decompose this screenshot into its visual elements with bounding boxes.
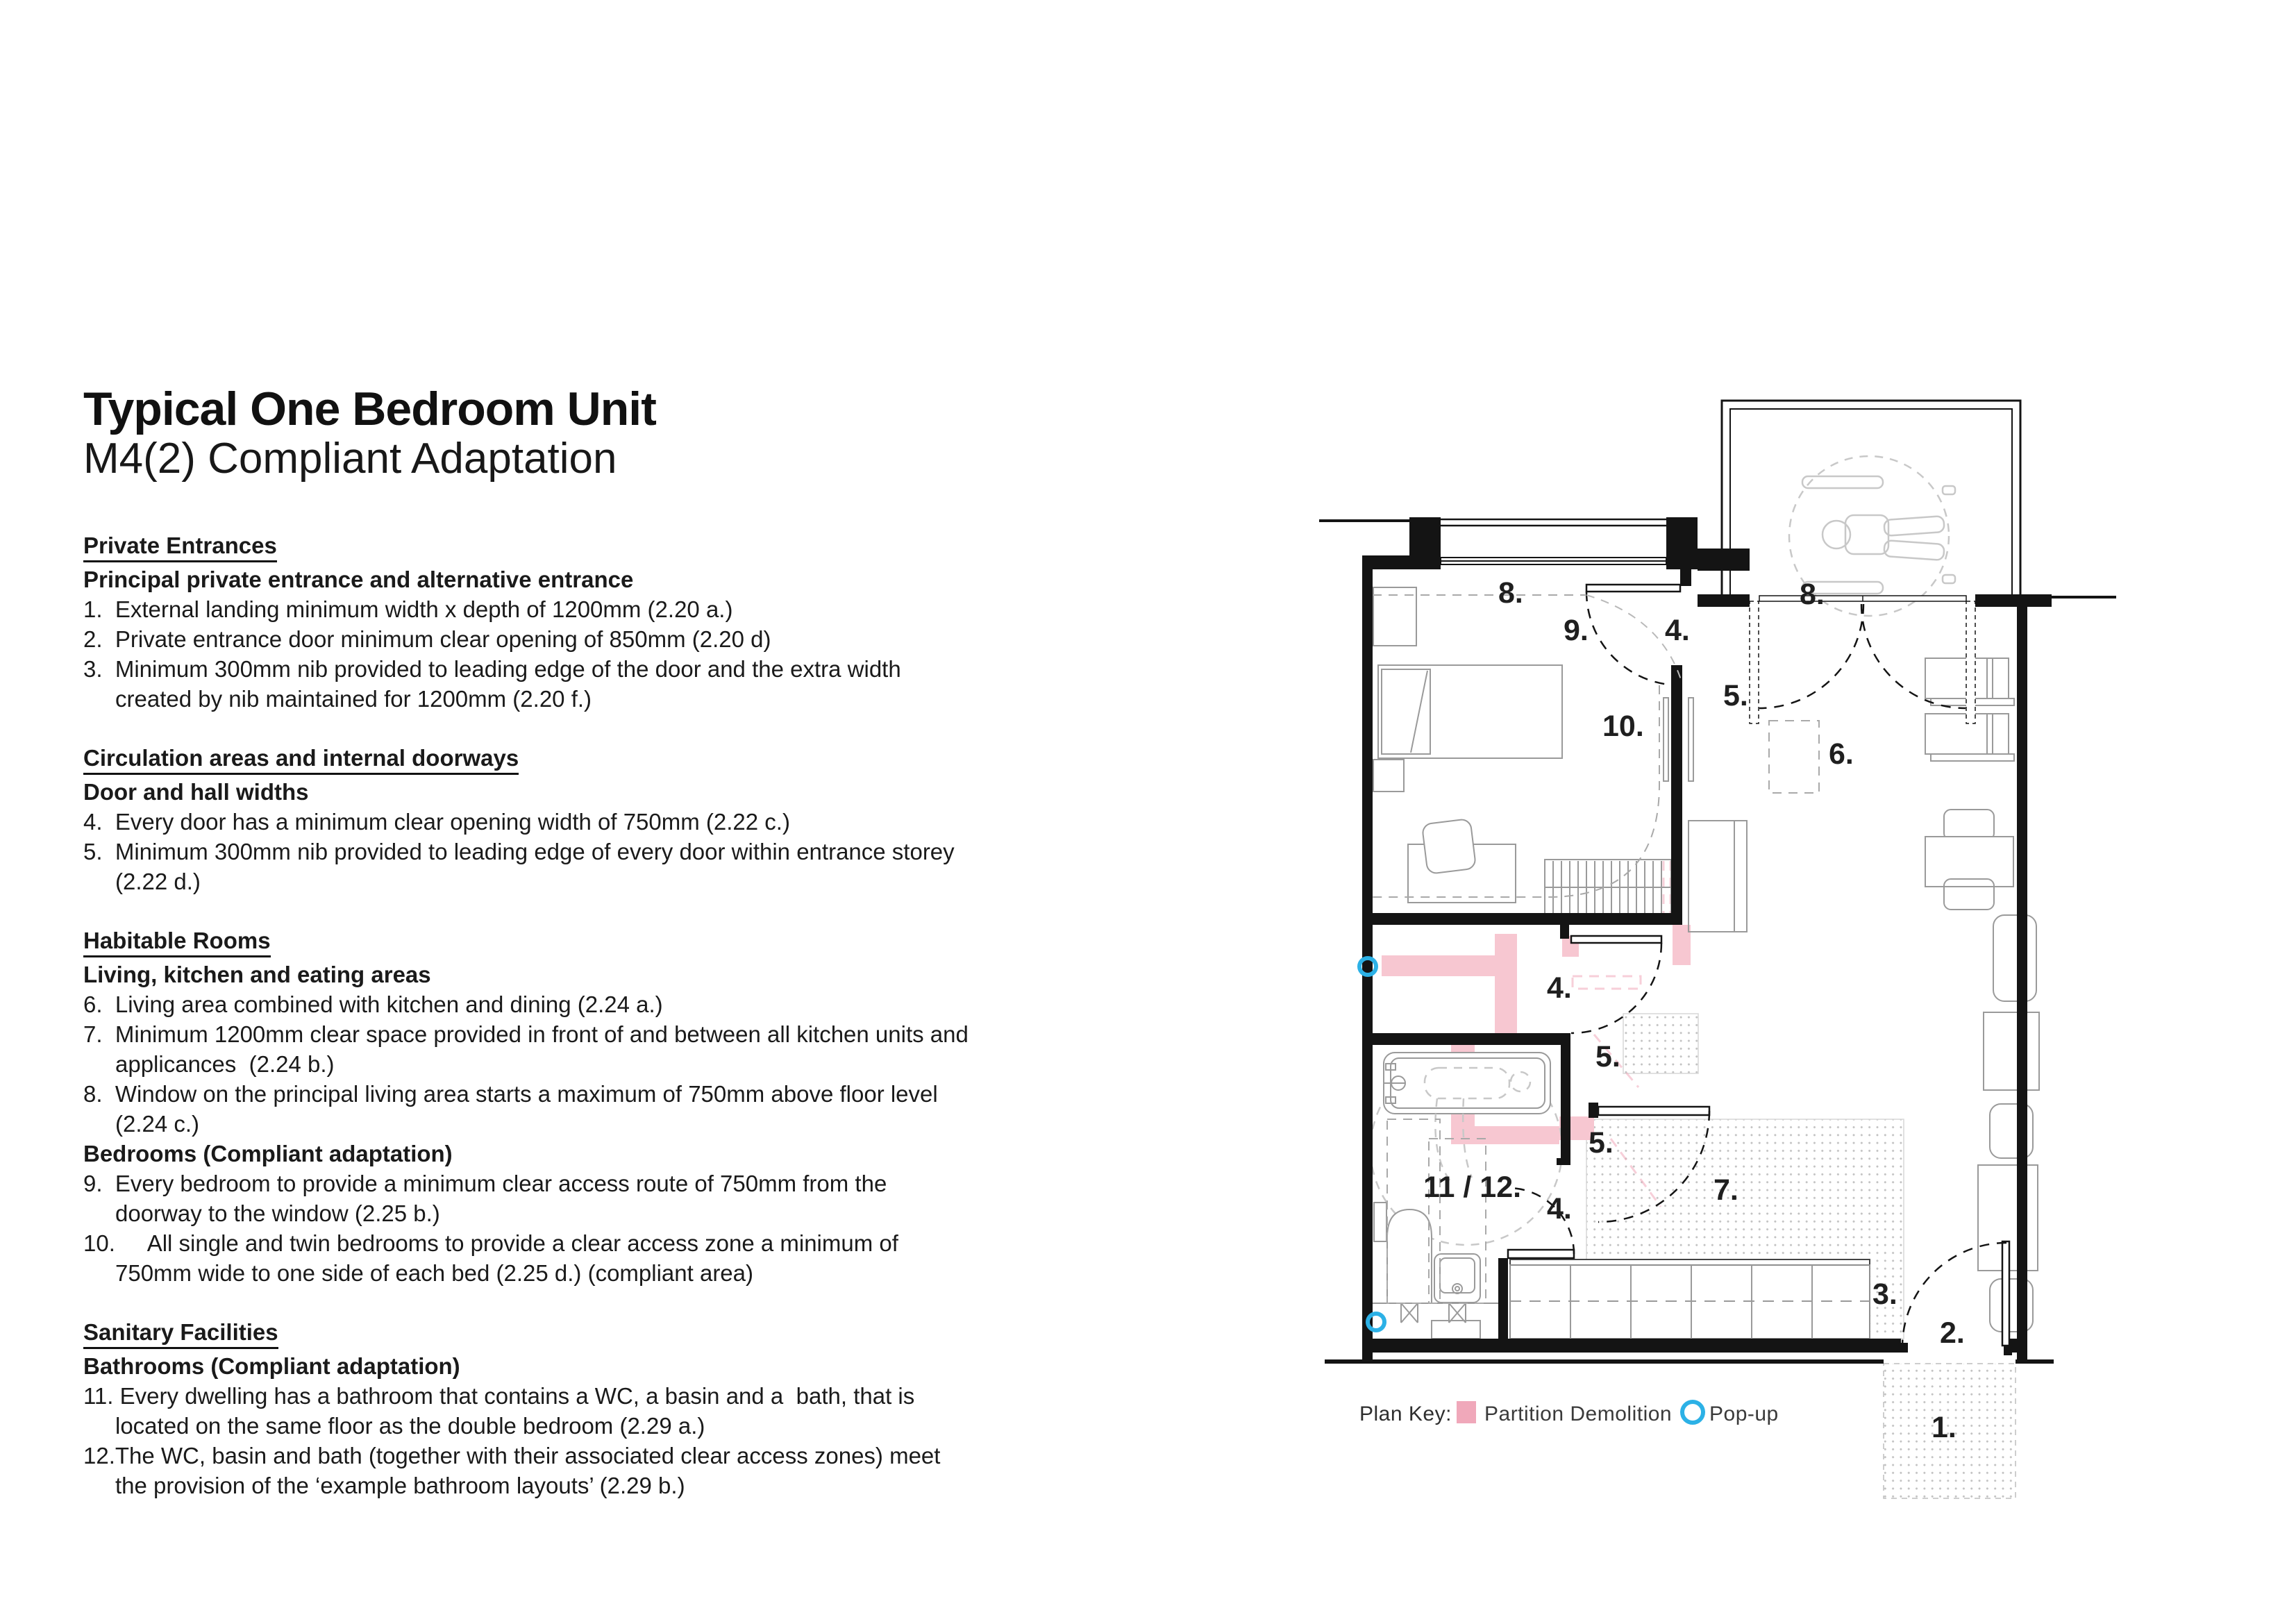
plan-label: 10.	[1602, 710, 1644, 743]
spec-section-blocks	[83, 960, 972, 1288]
bedroom-bottom-wall	[1373, 913, 1682, 925]
spec-subheading: Door and hall widths	[83, 779, 309, 805]
bedroom-window	[1411, 519, 1696, 564]
spec-section-blocks	[83, 1351, 972, 1500]
spec-item: 1. External landing minimum width x depth of 1200mm (2.20 a.)	[83, 596, 733, 622]
wc	[1387, 1209, 1432, 1303]
plan-label: 8.	[1800, 578, 1825, 611]
bedroom-divider-wall	[1671, 665, 1682, 925]
nib-zone-hatch	[1623, 1014, 1698, 1073]
spec-subheading: Principal private entrance and alternative entrance	[83, 567, 634, 592]
plan-label: 4.	[1547, 971, 1572, 1005]
plan-label: 11 / 12.	[1423, 1171, 1522, 1204]
plan-key	[1359, 1401, 1779, 1425]
plan-label: 7.	[1713, 1173, 1738, 1207]
plan-label: 5.	[1723, 679, 1748, 712]
dining-set	[1925, 810, 2013, 910]
spec-item: 8. Window on the principal living area starts a maximum of 750mm above floor level (2.24 c.)	[83, 1081, 938, 1137]
bedside-table	[1373, 587, 1416, 646]
chair	[1422, 819, 1476, 874]
plan-label: 5.	[1589, 1126, 1614, 1160]
plan-label: 1.	[1932, 1411, 1956, 1444]
spec-item: 12.The WC, basin and bath (together with their associated clear access zones) meet the provision of the ‘example bathroom layouts’ (2.29 b.)	[83, 1443, 941, 1498]
spec-section-blocks	[83, 777, 972, 896]
bed	[1378, 665, 1562, 758]
spec-item: 9. Every bedroom to provide a minimum clear access route of 750mm from the doorway to the window (2.25 b.)	[83, 1171, 887, 1226]
spec-subheading: Bathrooms (Compliant adaptation)	[83, 1353, 460, 1379]
spec-section-blocks	[83, 564, 972, 714]
spec-section-heading: Habitable Rooms	[83, 927, 271, 957]
plan-label: 6.	[1829, 737, 1854, 771]
page-title: Typical One Bedroom Unit	[83, 383, 656, 435]
spec-subheading: Bedrooms (Compliant adaptation)	[83, 1141, 453, 1166]
spec-item: 10. All single and twin bedrooms to provide a clear access zone a minimum of 750mm wide to one side of each bed (2.25 d.) (compliant area)	[83, 1230, 898, 1286]
page-subtitle: M4(2) Compliant Adaptation	[83, 435, 617, 483]
partition-demolition-swatch	[1457, 1401, 1476, 1423]
valve-icon	[1401, 1303, 1418, 1323]
spec-item: 6. Living area combined with kitchen and dining (2.24 a.)	[83, 991, 663, 1017]
popup-label: Pop-up	[1709, 1403, 1779, 1425]
spec-item: 2. Private entrance door minimum clear opening of 850mm (2.20 d)	[83, 626, 771, 652]
plan-label: 2.	[1940, 1316, 1965, 1350]
spec-item: 5. Minimum 300mm nib provided to leading edge of every door within entrance storey (2.22 d.)	[83, 839, 955, 894]
balcony	[1722, 392, 2020, 616]
spec-section-heading: Sanitary Facilities	[83, 1319, 278, 1349]
plan-label: 9.	[1564, 614, 1589, 647]
right-wall	[2017, 605, 2027, 1359]
balcony-doors	[1750, 596, 1975, 723]
spec-item: 11. Every dwelling has a bathroom that contains a WC, a basin and a bath, that is located on the same floor as the double bedroom (2.29 a.)	[83, 1383, 915, 1439]
spec-section	[83, 744, 972, 896]
spec-section	[83, 927, 972, 1288]
bathroom-right-wall	[1561, 1045, 1570, 1163]
plan-label: 3.	[1872, 1278, 1897, 1311]
spec-section	[83, 1319, 972, 1500]
spec-section-heading: Circulation areas and internal doorways	[83, 744, 519, 775]
plan-key-title: Plan Key:	[1359, 1403, 1452, 1425]
side-table	[1984, 1012, 2039, 1090]
bath	[1384, 1053, 1550, 1114]
spec-item: 7. Minimum 1200mm clear space provided in front of and between all kitchen units and applicances (2.24 b.)	[83, 1021, 969, 1077]
partition-demolition-label: Partition Demolition	[1484, 1403, 1673, 1425]
wardrobe	[1545, 860, 1671, 915]
valve-icon	[1449, 1303, 1466, 1323]
floor-plan-svg	[1316, 375, 2125, 1514]
plan-label: 4.	[1665, 614, 1690, 647]
plan-label: 4.	[1547, 1192, 1572, 1225]
bedroom-furniture	[1373, 587, 1671, 915]
armchair	[1993, 915, 2036, 1001]
kitchen-appliance	[1689, 821, 1747, 932]
plan-label: 5.	[1595, 1040, 1620, 1073]
bathroom-shelf	[1432, 1321, 1480, 1339]
spec-section-heading: Private Entrances	[83, 532, 277, 562]
bedside-table	[1373, 760, 1404, 792]
spec-column	[83, 383, 972, 1500]
spec-section	[83, 532, 972, 714]
spec-subheading: Living, kitchen and eating areas	[83, 962, 431, 987]
spec-item: 4. Every door has a minimum clear opening width of 750mm (2.22 c.)	[83, 809, 790, 835]
living-zone-dash	[1769, 721, 1819, 793]
spec-item: 3. Minimum 300mm nib provided to leading edge of the door and the extra width created by nib maintained for 1200mm (2.20 f.)	[83, 656, 901, 712]
kitchen-counter	[1510, 1259, 1870, 1339]
basin	[1434, 1254, 1480, 1303]
bathroom-top-wall	[1362, 1033, 1570, 1045]
popup-key-icon	[1682, 1402, 1703, 1423]
wall-mirror	[1374, 1203, 1386, 1241]
spec-sections	[83, 532, 972, 1500]
plan-label: 8.	[1498, 576, 1523, 610]
bottom-wall	[1362, 1339, 1901, 1353]
